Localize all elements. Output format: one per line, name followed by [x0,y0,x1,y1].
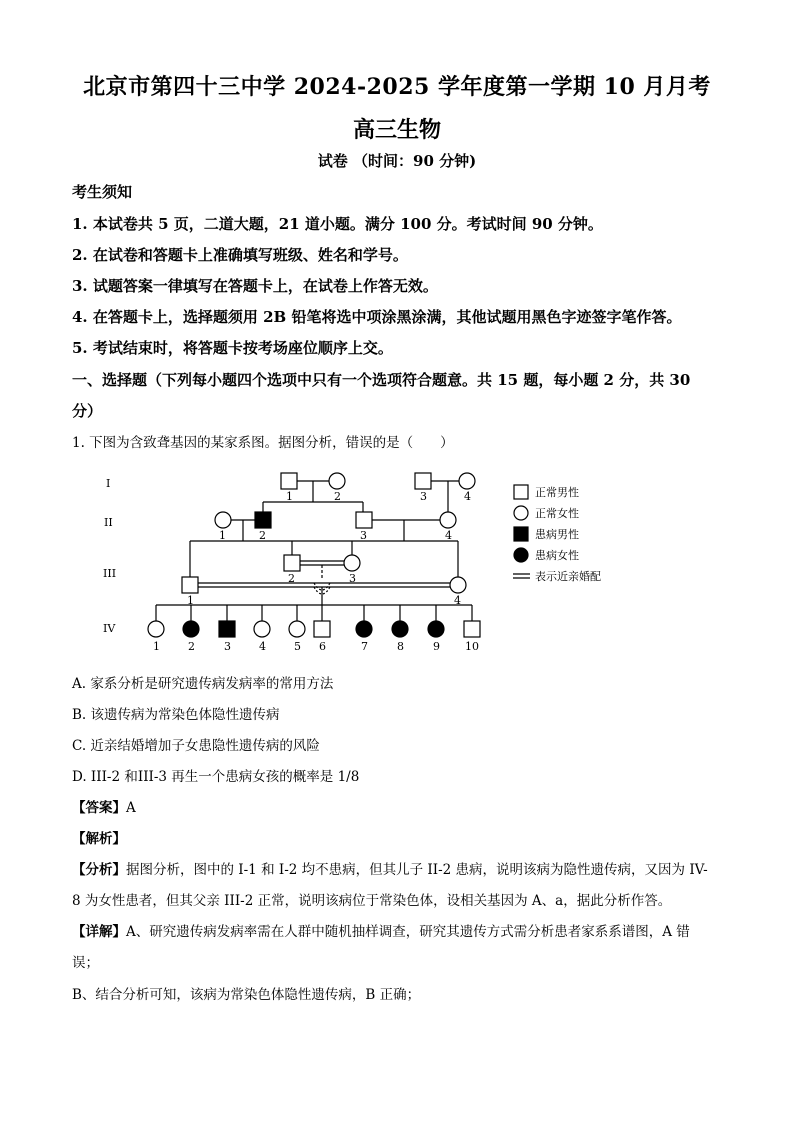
gen2-male-2-affected [255,512,271,528]
answer-value: A [126,800,136,816]
gen-label: III [103,567,117,580]
notice-item: 3. 试题答案一律填写在答题卡上，在试卷上作答无效。 [72,277,438,295]
gen4-female-9-affected [428,621,444,637]
legend-affected-male: 患病男性 [535,528,579,541]
option-a: A. 家系分析是研究遗传病发病率的常用方法 [72,676,334,692]
ind-label: 3 [420,490,427,503]
gen4-male-3-affected [219,621,235,637]
ind-label: 2 [259,529,266,542]
notice-heading: 考生须知 [72,183,133,201]
notice-item: 4. 在答题卡上，选择题须用 2B 铅笔将选中项涂黑涂满，其他试题用黑色字迹签字笔作答。 [72,308,682,326]
legend-affected-female-icon [514,548,528,562]
ind-label: 10 [465,640,479,653]
xiangjie-text: A、研究遗传病发病率需在人群中随机抽样调查，研究其遗传方式需分析患者家系系谱图，A 错 [126,924,690,940]
ind-label: 2 [188,640,195,653]
xiangjie-cont: 误； [72,955,99,971]
analysis-tag: 【解析】 [72,831,126,847]
gen2-female-4 [440,512,456,528]
gen2-male-3 [356,512,372,528]
gen1-female-2 [329,473,345,489]
ind-label: 3 [349,572,356,585]
gen-label: IV [103,622,116,635]
ind-label: 7 [361,640,368,653]
ind-label: 4 [259,640,266,653]
gen1-male-3 [415,473,431,489]
gen3-male-2 [284,555,300,571]
ind-label: 2 [334,490,341,503]
pedigree-diagram [96,462,636,662]
answer-tag: 【答案】 [72,800,126,816]
legend-affected-female: 患病女性 [535,549,579,562]
legend-affected-male-icon [514,527,528,541]
ind-label: 3 [360,529,367,542]
gen3-female-4 [450,577,466,593]
xiangjie-tag: 【详解】 [72,924,126,940]
ind-label: 9 [433,640,440,653]
legend-normal-female: 正常女性 [535,507,579,520]
fenxi-cont: 8 为女性患者，但其父亲 III-2 正常，说明该病位于常染色体，设相关基因为 A、a，据此分析作答。 [72,893,672,909]
gen4-female-5 [289,621,305,637]
legend-normal-female-icon [514,506,528,520]
option-d: D. III-2 和III-3 再生一个患病女孩的概率是 1/8 [72,769,360,785]
gen1-female-4 [459,473,475,489]
ind-label: 6 [319,640,326,653]
notice-item: 5. 考试结束时，将答题卡按考场座位顺序上交。 [72,339,393,357]
paper-info: 试卷 （时间：90 分钟) [317,152,477,170]
gen4-female-4 [254,621,270,637]
legend-normal-male-icon [514,485,528,499]
exam-title: 北京市第四十三中学 2024-2025 学年度第一学期 10 月月考 [83,74,711,100]
section-heading-cont: 分） [72,402,103,420]
ind-label: 4 [445,529,452,542]
option-b: B. 该遗传病为常染色体隐性遗传病 [72,707,280,723]
gen3-male-1 [182,577,198,593]
legend-normal-male: 正常男性 [535,486,579,499]
gen-label: II [104,516,113,529]
ind-label: 3 [224,640,231,653]
ind-label: 1 [286,490,293,503]
gen4-female-7-affected [356,621,372,637]
ind-label: 4 [454,594,461,607]
notice-item: 1. 本试卷共 5 页，二道大题，21 道小题。满分 100 分。考试时间 90 分钟。 [72,215,603,233]
ind-label: 2 [288,572,295,585]
gen4-female-2-affected [183,621,199,637]
ind-label: 1 [153,640,160,653]
ind-label: 1 [219,529,226,542]
ind-label: 1 [187,594,194,607]
section-heading: 一、选择题（下列每小题四个选项中只有一个选项符合题意。共 15 题，每小题 2 分，共 30 [72,371,691,389]
question-stem: 1. 下图为含致聋基因的某家系图。据图分析，错误的是（ ） [72,435,454,451]
gen4-male-10 [464,621,480,637]
xiangjie-line [72,920,732,940]
notice-item: 2. 在试卷和答题卡上准确填写班级、姓名和学号。 [72,246,408,264]
ind-label: 8 [397,640,404,653]
gen4-male-6 [314,621,330,637]
explain-option-b: B、结合分析可知，该病为常染色体隐性遗传病，B 正确； [72,987,421,1003]
option-c: C. 近亲结婚增加子女患隐性遗传病的风险 [72,738,320,754]
ind-label: 5 [294,640,301,653]
gen3-female-3 [344,555,360,571]
fenxi-text: 据图分析，图中的 I-1 和 I-2 均不患病，但其儿子 II-2 患病，说明该病为隐性遗传病，又因为 IV- [126,862,708,878]
gen2-female-1 [215,512,231,528]
fenxi-tag: 【分析】 [72,862,126,878]
ind-label: 4 [464,490,471,503]
gen4-female-1 [148,621,164,637]
gen1-male-1 [281,473,297,489]
exam-subject: 高三生物 [352,117,441,143]
gen-label: I [106,477,111,490]
legend-consanguineous: 表示近亲婚配 [535,570,601,583]
answer-line [72,796,732,816]
fenxi-line [72,858,732,878]
gen4-female-8-affected [392,621,408,637]
